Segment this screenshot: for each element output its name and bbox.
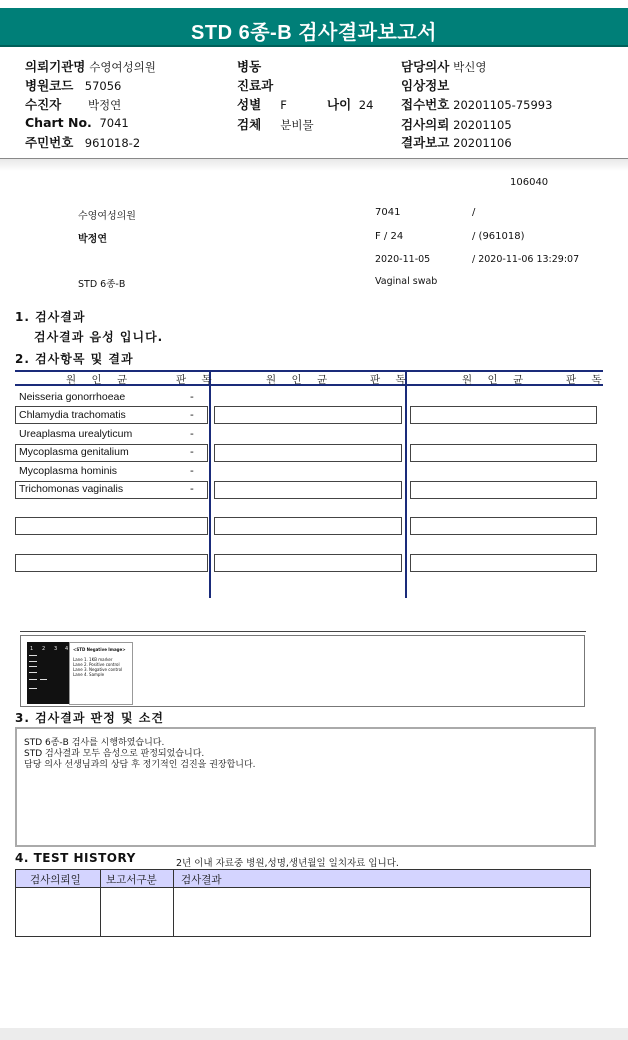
organism-name: Trichomonas vaginalis xyxy=(19,483,124,495)
info-sample: Vaginal swab xyxy=(375,276,438,287)
info-date1: 2020-11-05 xyxy=(375,254,431,265)
organism-name: Mycoplasma hominis xyxy=(19,465,118,477)
overall-result: 검사결과 음성 입니다. xyxy=(34,330,164,344)
sex-field: 성별 F xyxy=(237,97,287,112)
info-chart: 7041 xyxy=(375,207,401,218)
result-cell xyxy=(214,517,402,535)
history-col-date: 검사의뢰일 xyxy=(30,874,81,886)
doc-code: 106040 xyxy=(510,177,549,188)
history-col-divider xyxy=(173,870,174,936)
legend-line: Lane 1. 1KB marker xyxy=(73,657,113,662)
info-sex-age: F / 24 xyxy=(375,231,404,242)
request-field: 검사의뢰 20201105 xyxy=(401,117,512,132)
section-1-title: 1. 검사결과 xyxy=(15,310,86,324)
title-bar xyxy=(0,8,628,47)
report-field: 결과보고 20201106 xyxy=(401,135,512,150)
result-cell xyxy=(15,517,208,535)
organism-name: Neisseria gonorrhoeae xyxy=(19,391,126,403)
lane-number: 4 xyxy=(65,646,69,652)
result-cell xyxy=(410,444,597,462)
collector-field: 수진자 박정연 xyxy=(25,97,122,112)
col-organism-2: 원 인 균 xyxy=(266,374,334,386)
organism-result: - xyxy=(190,446,194,458)
organism-result: - xyxy=(190,465,194,477)
age-field: 나이 24 xyxy=(327,97,374,112)
gel-band xyxy=(29,655,37,656)
clinical-field: 임상정보 xyxy=(401,78,450,93)
info-ssn: / (961018) xyxy=(472,231,525,242)
col-judge-2: 판 독 xyxy=(370,374,412,386)
info-patient: 박정연 xyxy=(78,234,107,245)
history-note: 2년 이내 자료중 병원,성명,생년월일 일치자료 입니다. xyxy=(176,858,399,869)
result-cell xyxy=(214,554,402,572)
organism-result: - xyxy=(190,409,194,421)
result-cell xyxy=(410,406,597,424)
gel-band xyxy=(29,679,37,680)
organism-result: - xyxy=(190,428,194,440)
history-col-divider xyxy=(100,870,101,936)
info-test: STD 6종-B xyxy=(78,279,126,290)
opinion-line: STD 검사결과 모두 음성으로 판정되었습니다. xyxy=(24,749,205,759)
organism-name: Mycoplasma genitalium xyxy=(19,446,129,458)
result-cell xyxy=(410,517,597,535)
section-4-title: 4. TEST HISTORY xyxy=(15,851,136,865)
organism-name: Chlamydia trachomatis xyxy=(19,409,126,421)
legend-line: Lane 4. Sample xyxy=(73,672,105,677)
lane-number: 3 xyxy=(54,646,58,652)
history-header xyxy=(16,870,590,888)
col-judge-3: 판 독 xyxy=(566,374,608,386)
gel-band xyxy=(29,672,37,673)
result-cell xyxy=(214,481,402,499)
hospital-field: 의뢰기관명 수영여성의원 xyxy=(25,59,156,74)
grid-divider-1 xyxy=(209,370,211,598)
doctor-field: 담당의사 박신영 xyxy=(401,59,487,74)
history-table xyxy=(15,869,591,937)
history-col-type: 보고서구분 xyxy=(106,874,157,886)
section-2-title: 2. 검사항목 및 결과 xyxy=(15,352,134,366)
dept-field: 진료과 xyxy=(237,78,274,93)
organism-result: - xyxy=(190,483,194,495)
header-shadow xyxy=(0,159,628,171)
image-divider xyxy=(20,631,586,632)
gel-band xyxy=(29,688,37,689)
legend-line: Lane 3. Negative control xyxy=(73,667,123,672)
col-judge-1: 판 독 xyxy=(176,374,218,386)
col-organism-3: 원 인 균 xyxy=(462,374,530,386)
accept-field: 접수번호 20201105-75993 xyxy=(401,97,553,112)
gel-legend xyxy=(69,642,133,705)
result-cell xyxy=(410,481,597,499)
result-cell xyxy=(15,554,208,572)
info-slash: / xyxy=(472,207,476,218)
gel-band xyxy=(40,679,47,680)
section-3-title: 3. 검사결과 판정 및 소견 xyxy=(15,711,164,725)
col-organism-1: 원 인 균 xyxy=(66,374,134,386)
ssn-field: 주민번호 961018-2 xyxy=(25,135,141,150)
grid-divider-2 xyxy=(405,370,407,598)
opinion-line: STD 6종-B 검사를 시행하였습니다. xyxy=(24,738,165,748)
lane-number: 2 xyxy=(42,646,46,652)
chart-field: Chart No. 7041 xyxy=(25,115,129,130)
history-col-result: 검사결과 xyxy=(181,874,222,886)
organism-result: - xyxy=(190,391,194,403)
hospcode-field: 병원코드 57056 xyxy=(25,78,122,93)
lane-number: 1 xyxy=(30,646,34,652)
organism-name: Ureaplasma urealyticum xyxy=(19,428,133,440)
result-cell xyxy=(214,444,402,462)
legend-line: Lane 2. Positive control xyxy=(73,662,120,667)
info-hospital: 수영여성의원 xyxy=(78,211,136,222)
result-cell xyxy=(410,554,597,572)
opinion-line: 담당 의사 선생님과의 상담 후 정기적인 검진을 권장합니다. xyxy=(24,760,256,770)
report-title: STD 6종-B 검사결과보고서 xyxy=(191,22,437,44)
specimen-field: 검체 분비물 xyxy=(237,117,314,132)
ward-field: 병동 xyxy=(237,59,262,74)
result-cell xyxy=(214,406,402,424)
gel-band xyxy=(29,661,37,662)
bottom-bar xyxy=(0,1028,628,1040)
info-date2: / 2020-11-06 13:29:07 xyxy=(472,254,580,265)
legend-title: <STD Negative Image> xyxy=(73,647,126,652)
gel-band xyxy=(29,666,37,667)
